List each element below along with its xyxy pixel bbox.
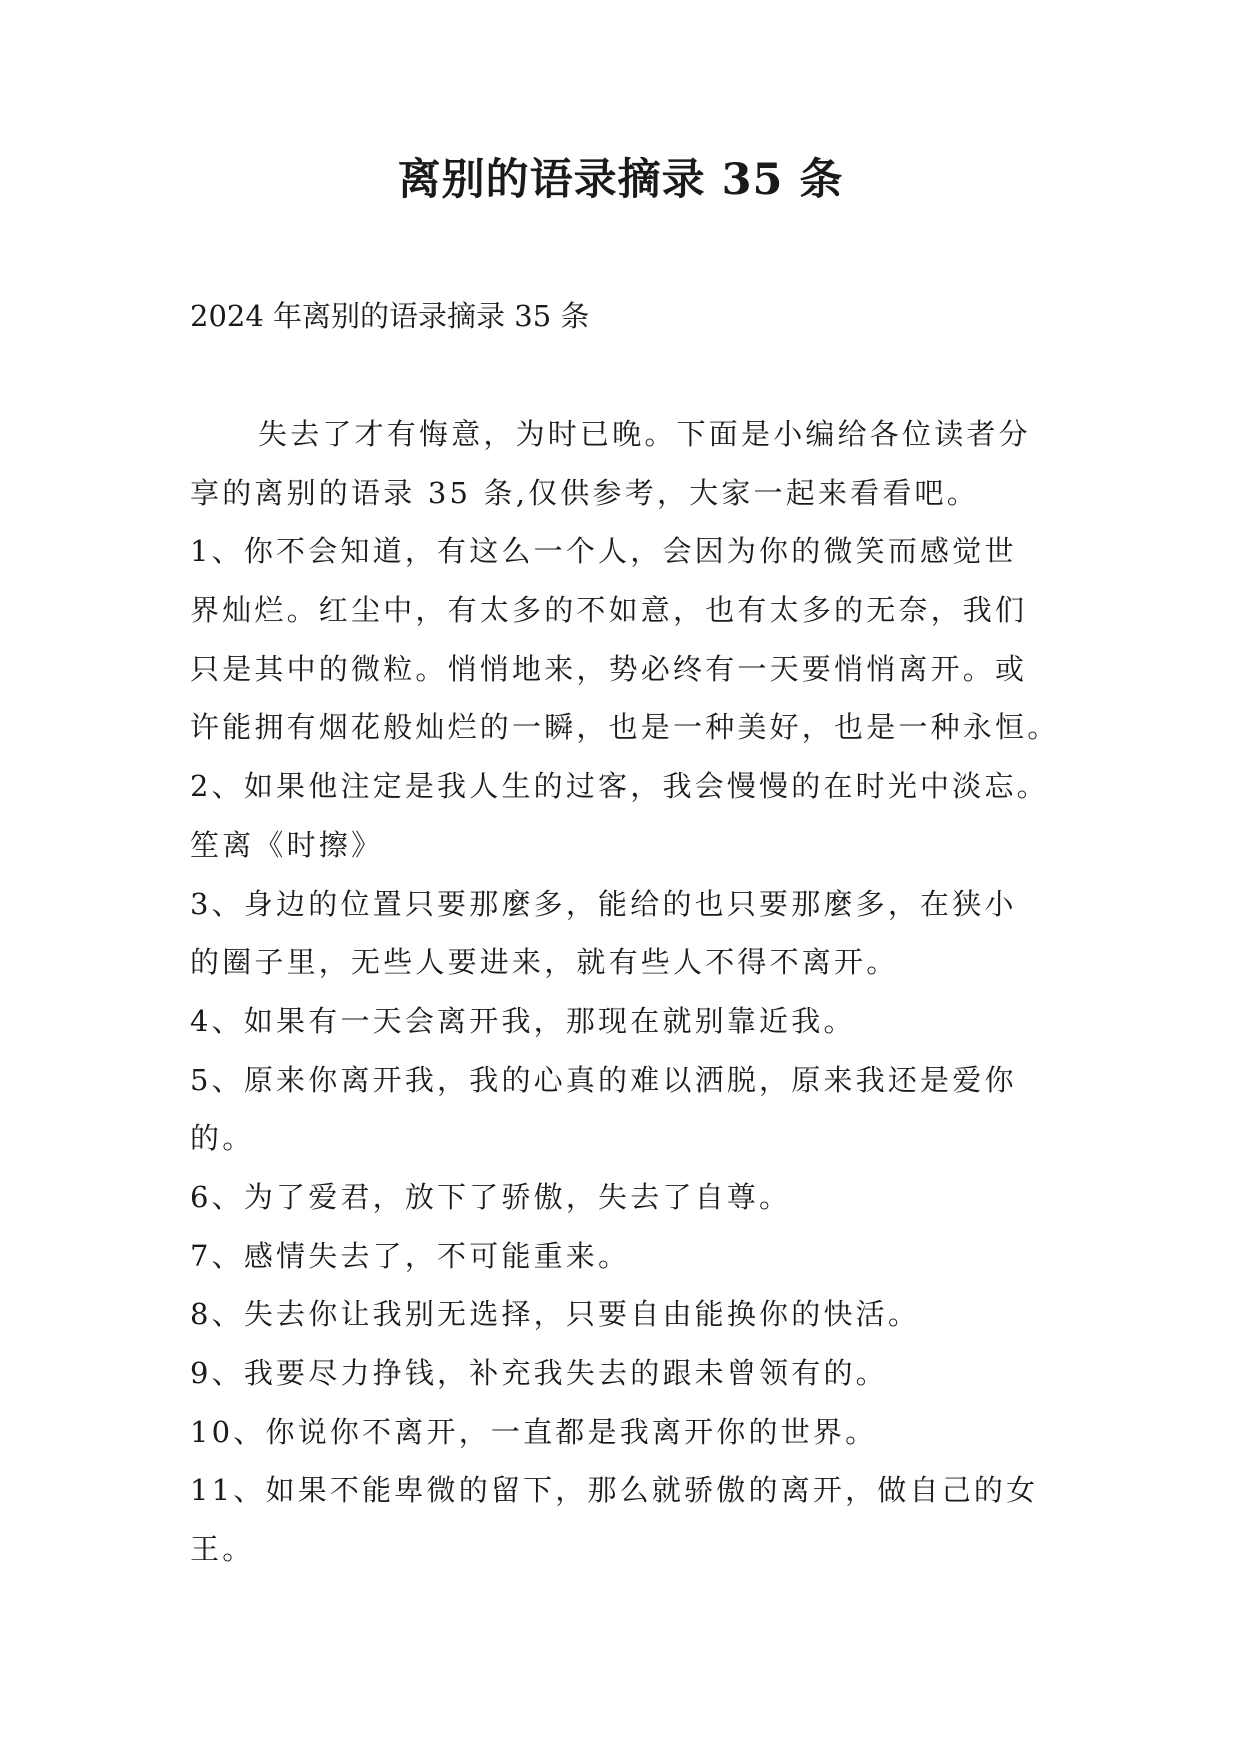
quote-line: 3、身边的位置只要那麼多，能给的也只要那麼多，在狭小 bbox=[190, 886, 1017, 921]
quote-line: 6、为了爱君，放下了骄傲，失去了自尊。 bbox=[190, 1179, 792, 1214]
quote-line: 的圈子里，无些人要进来，就有些人不得不离开。 bbox=[190, 945, 899, 980]
quote-line: 4、如果有一天会离开我，那现在就别靠近我。 bbox=[190, 1003, 856, 1038]
quote-line: 笙离《时擦》 bbox=[190, 827, 384, 862]
quote-line: 只是其中的微粒。悄悄地来，势必终有一天要悄悄离开。或 bbox=[190, 651, 1028, 686]
quote-line: 王。 bbox=[190, 1532, 255, 1567]
quote-line: 9、我要尽力挣钱，补充我失去的跟未曾领有的。 bbox=[190, 1356, 888, 1390]
quote-line: 10、你说你不离开，一直都是我离开你的世界。 bbox=[190, 1414, 878, 1449]
intro-line: 享的离别的语录 35 条,仅供参考，大家一起来看看吧。 bbox=[190, 475, 979, 510]
document-subtitle: 2024 年离别的语录摘录 35 条 bbox=[190, 299, 590, 333]
quote-line: 7、感情失去了，不可能重来。 bbox=[190, 1238, 631, 1273]
quote-line: 的。 bbox=[190, 1121, 255, 1156]
quote-line: 许能拥有烟花般灿烂的一瞬，也是一种美好，也是一种永恒。 bbox=[190, 710, 1060, 745]
quote-line: 8、失去你让我别无选择，只要自由能换你的快活。 bbox=[190, 1297, 921, 1332]
intro-line: 失去了才有悔意，为时已晚。下面是小编给各位读者分 bbox=[258, 417, 1031, 451]
quote-line: 5、原来你离开我，我的心真的难以洒脱，原来我还是爱你 bbox=[190, 1062, 1017, 1097]
quote-line: 2、如果他注定是我人生的过客，我会慢慢的在时光中淡忘。 bbox=[190, 769, 1049, 804]
document-body bbox=[190, 405, 1090, 1579]
quote-line: 1、你不会知道，有这么一个人，会因为你的微笑而感觉世 bbox=[190, 534, 1017, 569]
quote-line: 11、如果不能卑微的留下，那么就骄傲的离开，做自己的女 bbox=[190, 1473, 1039, 1508]
document-title: 离别的语录摘录 35 条 bbox=[397, 155, 844, 205]
quote-line: 界灿烂。红尘中，有太多的不如意，也有太多的无奈，我们 bbox=[190, 593, 1028, 628]
